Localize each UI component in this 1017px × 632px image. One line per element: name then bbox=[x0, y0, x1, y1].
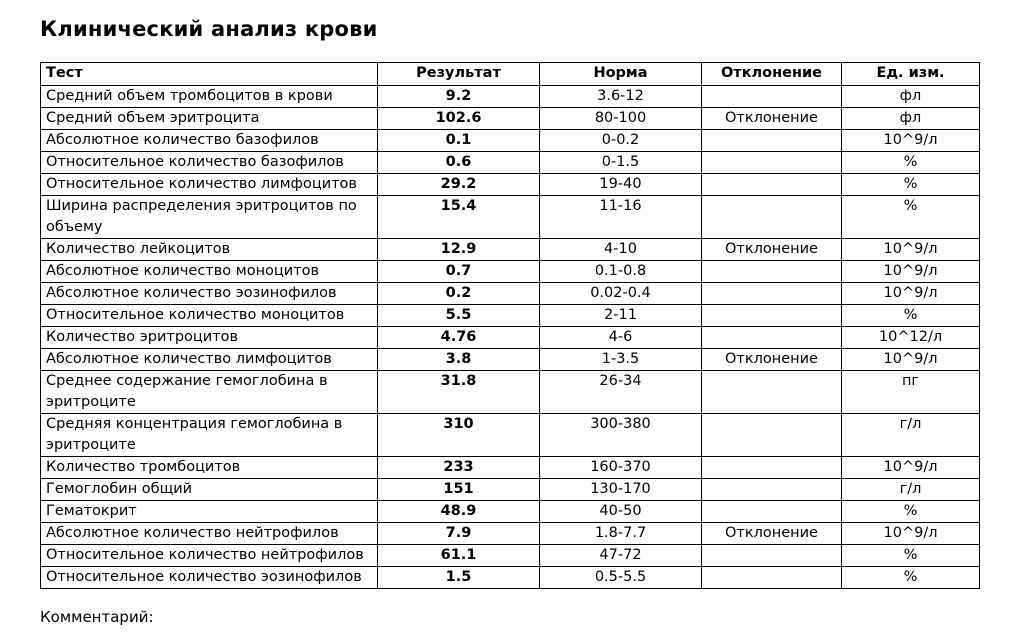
cell-unit: 10^9/л bbox=[842, 523, 980, 545]
cell-unit: фл bbox=[842, 86, 980, 108]
table-row bbox=[41, 523, 980, 545]
cell-test: Количество тромбоцитов bbox=[41, 457, 378, 479]
cell-result: 0.1 bbox=[378, 130, 540, 152]
cell-deviation bbox=[702, 567, 842, 589]
cell-unit: % bbox=[842, 501, 980, 523]
cell-test: Относительное количество нейтрофилов bbox=[41, 545, 378, 567]
cell-test: Абсолютное количество эозинофилов bbox=[41, 283, 378, 305]
table-row bbox=[41, 349, 980, 371]
table-row bbox=[41, 545, 980, 567]
cell-deviation bbox=[702, 261, 842, 283]
cell-result: 151 bbox=[378, 479, 540, 501]
cell-unit: % bbox=[842, 152, 980, 174]
cell-test: Абсолютное количество нейтрофилов bbox=[41, 523, 378, 545]
cell-unit: г/л bbox=[842, 479, 980, 501]
cell-result: 31.8 bbox=[378, 371, 540, 414]
cell-deviation bbox=[702, 457, 842, 479]
table-row bbox=[41, 196, 980, 239]
cell-result: 48.9 bbox=[378, 501, 540, 523]
table-row bbox=[41, 130, 980, 152]
cell-unit: % bbox=[842, 567, 980, 589]
cell-deviation: Отклонение bbox=[702, 523, 842, 545]
cell-result: 4.76 bbox=[378, 327, 540, 349]
table-row bbox=[41, 305, 980, 327]
table-row bbox=[41, 152, 980, 174]
table-row bbox=[41, 174, 980, 196]
results-body bbox=[41, 86, 980, 589]
cell-result: 5.5 bbox=[378, 305, 540, 327]
cell-norm: 0.02-0.4 bbox=[540, 283, 702, 305]
cell-norm: 0-0.2 bbox=[540, 130, 702, 152]
cell-unit: % bbox=[842, 196, 980, 239]
table-row bbox=[41, 457, 980, 479]
cell-deviation bbox=[702, 545, 842, 567]
cell-norm: 0-1.5 bbox=[540, 152, 702, 174]
table-row bbox=[41, 239, 980, 261]
column-header-norm: Норма bbox=[540, 63, 702, 86]
page-title: Клинический анализ крови bbox=[40, 17, 378, 41]
table-row bbox=[41, 327, 980, 349]
cell-norm: 160-370 bbox=[540, 457, 702, 479]
cell-norm: 26-34 bbox=[540, 371, 702, 414]
column-header-result: Результат bbox=[378, 63, 540, 86]
cell-deviation bbox=[702, 501, 842, 523]
cell-result: 233 bbox=[378, 457, 540, 479]
cell-deviation bbox=[702, 305, 842, 327]
table-row bbox=[41, 108, 980, 130]
results-table bbox=[40, 62, 980, 589]
cell-deviation bbox=[702, 130, 842, 152]
cell-result: 7.9 bbox=[378, 523, 540, 545]
cell-result: 1.5 bbox=[378, 567, 540, 589]
table-row bbox=[41, 567, 980, 589]
table-row bbox=[41, 371, 980, 414]
cell-unit: пг bbox=[842, 371, 980, 414]
cell-test: Абсолютное количество лимфоцитов bbox=[41, 349, 378, 371]
cell-test: Ширина распределения эритроцитов по объему bbox=[41, 196, 378, 239]
cell-deviation bbox=[702, 196, 842, 239]
column-header-test: Тест bbox=[41, 63, 378, 86]
cell-deviation bbox=[702, 283, 842, 305]
cell-deviation bbox=[702, 152, 842, 174]
cell-test: Абсолютное количество базофилов bbox=[41, 130, 378, 152]
cell-norm: 3.6-12 bbox=[540, 86, 702, 108]
cell-result: 102.6 bbox=[378, 108, 540, 130]
comment-label: Комментарий: bbox=[40, 608, 154, 626]
cell-unit: 10^9/л bbox=[842, 130, 980, 152]
table-header-row bbox=[41, 63, 980, 86]
cell-norm: 300-380 bbox=[540, 414, 702, 457]
cell-deviation bbox=[702, 414, 842, 457]
cell-test: Количество лейкоцитов bbox=[41, 239, 378, 261]
cell-deviation bbox=[702, 327, 842, 349]
column-header-unit: Ед. изм. bbox=[842, 63, 980, 86]
cell-norm: 80-100 bbox=[540, 108, 702, 130]
cell-test: Гематокрит bbox=[41, 501, 378, 523]
cell-test: Средний объем эритроцита bbox=[41, 108, 378, 130]
cell-test: Абсолютное количество моноцитов bbox=[41, 261, 378, 283]
cell-unit: 10^9/л bbox=[842, 349, 980, 371]
cell-test: Средняя концентрация гемоглобина в эритроците bbox=[41, 414, 378, 457]
cell-unit: % bbox=[842, 545, 980, 567]
cell-norm: 130-170 bbox=[540, 479, 702, 501]
cell-result: 9.2 bbox=[378, 86, 540, 108]
cell-test: Гемоглобин общий bbox=[41, 479, 378, 501]
cell-result: 0.6 bbox=[378, 152, 540, 174]
table-row bbox=[41, 261, 980, 283]
cell-result: 0.7 bbox=[378, 261, 540, 283]
cell-unit: 10^9/л bbox=[842, 457, 980, 479]
cell-result: 0.2 bbox=[378, 283, 540, 305]
cell-norm: 1-3.5 bbox=[540, 349, 702, 371]
cell-result: 310 bbox=[378, 414, 540, 457]
cell-test: Относительное количество эозинофилов bbox=[41, 567, 378, 589]
cell-deviation: Отклонение bbox=[702, 239, 842, 261]
cell-unit: г/л bbox=[842, 414, 980, 457]
cell-deviation: Отклонение bbox=[702, 108, 842, 130]
cell-result: 61.1 bbox=[378, 545, 540, 567]
cell-norm: 19-40 bbox=[540, 174, 702, 196]
cell-test: Количество эритроцитов bbox=[41, 327, 378, 349]
cell-norm: 4-6 bbox=[540, 327, 702, 349]
cell-deviation bbox=[702, 174, 842, 196]
cell-unit: % bbox=[842, 305, 980, 327]
table-row bbox=[41, 414, 980, 457]
cell-test: Относительное количество моноцитов bbox=[41, 305, 378, 327]
cell-norm: 2-11 bbox=[540, 305, 702, 327]
cell-test: Средний объем тромбоцитов в крови bbox=[41, 86, 378, 108]
cell-deviation bbox=[702, 479, 842, 501]
cell-unit: % bbox=[842, 174, 980, 196]
cell-result: 3.8 bbox=[378, 349, 540, 371]
cell-test: Среднее содержание гемоглобина в эритроците bbox=[41, 371, 378, 414]
cell-norm: 47-72 bbox=[540, 545, 702, 567]
cell-test: Относительное количество лимфоцитов bbox=[41, 174, 378, 196]
cell-unit: 10^9/л bbox=[842, 239, 980, 261]
cell-norm: 1.8-7.7 bbox=[540, 523, 702, 545]
cell-unit: 10^9/л bbox=[842, 261, 980, 283]
cell-result: 12.9 bbox=[378, 239, 540, 261]
cell-deviation bbox=[702, 371, 842, 414]
cell-norm: 0.1-0.8 bbox=[540, 261, 702, 283]
cell-result: 29.2 bbox=[378, 174, 540, 196]
column-header-deviation: Отклонение bbox=[702, 63, 842, 86]
table-row bbox=[41, 479, 980, 501]
table-row bbox=[41, 283, 980, 305]
cell-norm: 0.5-5.5 bbox=[540, 567, 702, 589]
cell-unit: 10^12/л bbox=[842, 327, 980, 349]
cell-test: Относительное количество базофилов bbox=[41, 152, 378, 174]
cell-unit: 10^9/л bbox=[842, 283, 980, 305]
cell-norm: 4-10 bbox=[540, 239, 702, 261]
cell-deviation bbox=[702, 86, 842, 108]
cell-unit: фл bbox=[842, 108, 980, 130]
table-row bbox=[41, 86, 980, 108]
cell-norm: 11-16 bbox=[540, 196, 702, 239]
cell-result: 15.4 bbox=[378, 196, 540, 239]
table-row bbox=[41, 501, 980, 523]
cell-norm: 40-50 bbox=[540, 501, 702, 523]
cell-deviation: Отклонение bbox=[702, 349, 842, 371]
